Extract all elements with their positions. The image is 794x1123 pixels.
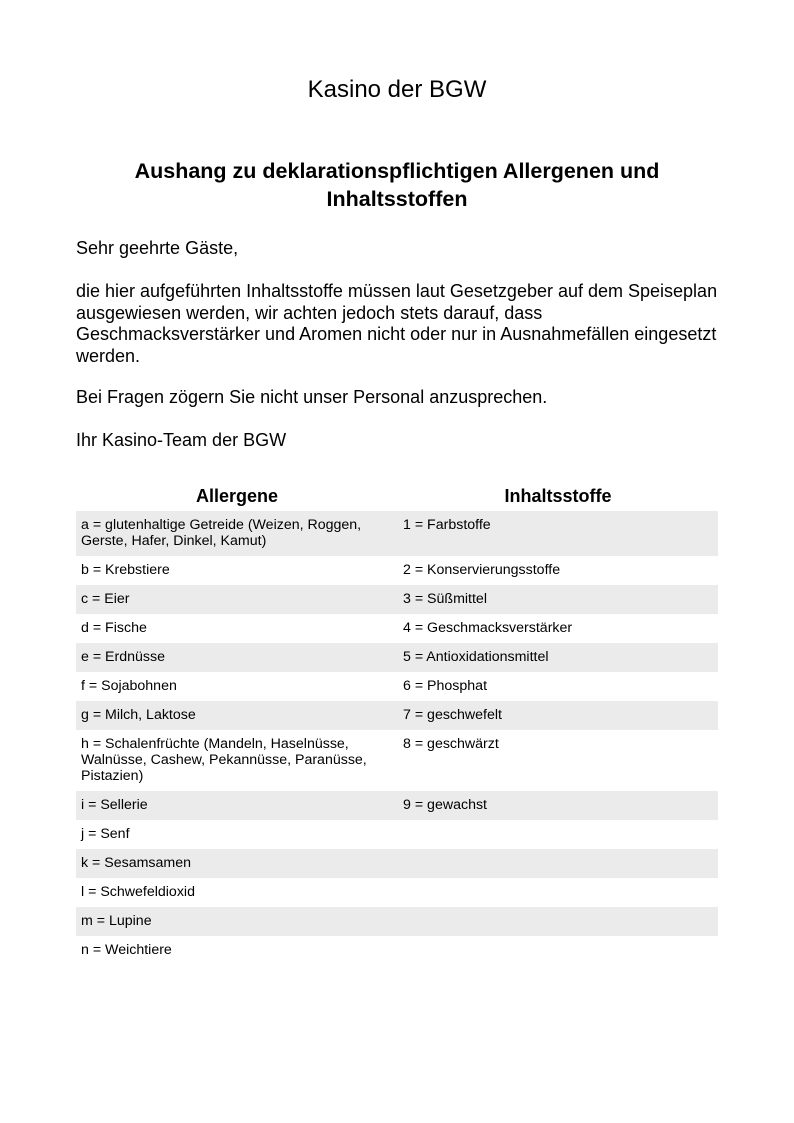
greeting-text: Sehr geehrte Gäste, xyxy=(76,238,239,258)
ingredient-cell: 2 = Konservierungsstoffe xyxy=(403,562,561,578)
allergen-cell: e = Erdnüsse xyxy=(76,643,398,672)
allergen-cell: b = Krebstiere xyxy=(81,562,170,578)
allergen-cell: k = Sesamsamen xyxy=(76,849,398,878)
table-row xyxy=(76,907,718,936)
ingredient-cell xyxy=(398,849,718,878)
ingredient-cell: 1 = Farbstoffe xyxy=(398,511,718,556)
table-row xyxy=(76,614,718,643)
ingredient-cell xyxy=(398,878,718,907)
allergen-cell: j = Senf xyxy=(81,826,130,842)
allergen-cell: l = Schwefeldioxid xyxy=(81,884,195,900)
table-header-row xyxy=(76,481,718,511)
allergen-table xyxy=(76,481,718,965)
allergen-cell: i = Sellerie xyxy=(76,791,398,820)
ingredient-cell: 6 = Phosphat xyxy=(403,678,488,694)
ingredient-cell xyxy=(398,936,718,965)
ingredient-cell: 3 = Süßmittel xyxy=(398,585,718,614)
ingredient-cell: 9 = gewachst xyxy=(398,791,718,820)
table-row xyxy=(76,936,718,965)
table-row xyxy=(76,791,718,820)
ingredient-cell: 4 = Geschmacksverstärker xyxy=(403,620,573,636)
allergen-cell: a = glutenhaltige Getreide (Weizen, Roggen, Gerste, Hafer, Dinkel, Kamut) xyxy=(76,511,398,556)
table-row xyxy=(76,878,718,907)
table-row xyxy=(76,643,718,672)
table-row xyxy=(76,511,718,556)
table-row xyxy=(76,820,718,849)
ingredient-cell: 7 = geschwefelt xyxy=(398,701,718,730)
ingredient-cell xyxy=(398,907,718,936)
allergen-cell: c = Eier xyxy=(76,585,398,614)
table-row xyxy=(76,849,718,878)
ingredients-column-header: Inhaltsstoffe xyxy=(504,485,612,506)
ingredient-cell xyxy=(398,820,718,849)
notice-heading: Aushang zu deklarationspflichtigen Allergenen und Inhaltsstoffen xyxy=(134,159,660,211)
table-row xyxy=(76,556,718,585)
allergen-cell: g = Milch, Laktose xyxy=(76,701,398,730)
table-row xyxy=(76,701,718,730)
questions-text: Bei Fragen zögern Sie nicht unser Personal anzusprechen. xyxy=(76,387,548,407)
table-row xyxy=(76,672,718,701)
table-row xyxy=(76,730,718,791)
signature-text: Ihr Kasino-Team der BGW xyxy=(76,430,287,450)
ingredient-cell: 5 = Antioxidationsmittel xyxy=(398,643,718,672)
page-title: Kasino der BGW xyxy=(307,76,487,103)
table-row xyxy=(76,585,718,614)
allergen-cell: h = Schalenfrüchte (Mandeln, Haselnüsse, Walnüsse, Cashew, Pekannüsse, Paranüsse, Pistazien) xyxy=(81,736,367,784)
ingredient-cell: 8 = geschwärzt xyxy=(403,736,499,752)
allergen-cell: f = Sojabohnen xyxy=(81,678,177,694)
body-text: die hier aufgeführten Inhaltsstoffe müssen laut Gesetzgeber auf dem Speiseplan ausgewiesen werden, wir achten jedoch stets darauf, dass Geschmacksverstärker und Aromen nicht oder nur in Ausnahmefällen eingesetzt werden. xyxy=(76,281,718,366)
allergen-cell: m = Lupine xyxy=(76,907,398,936)
allergen-cell: d = Fische xyxy=(81,620,147,636)
allergen-cell: n = Weichtiere xyxy=(81,942,172,958)
allergens-column-header: Allergene xyxy=(195,485,279,506)
